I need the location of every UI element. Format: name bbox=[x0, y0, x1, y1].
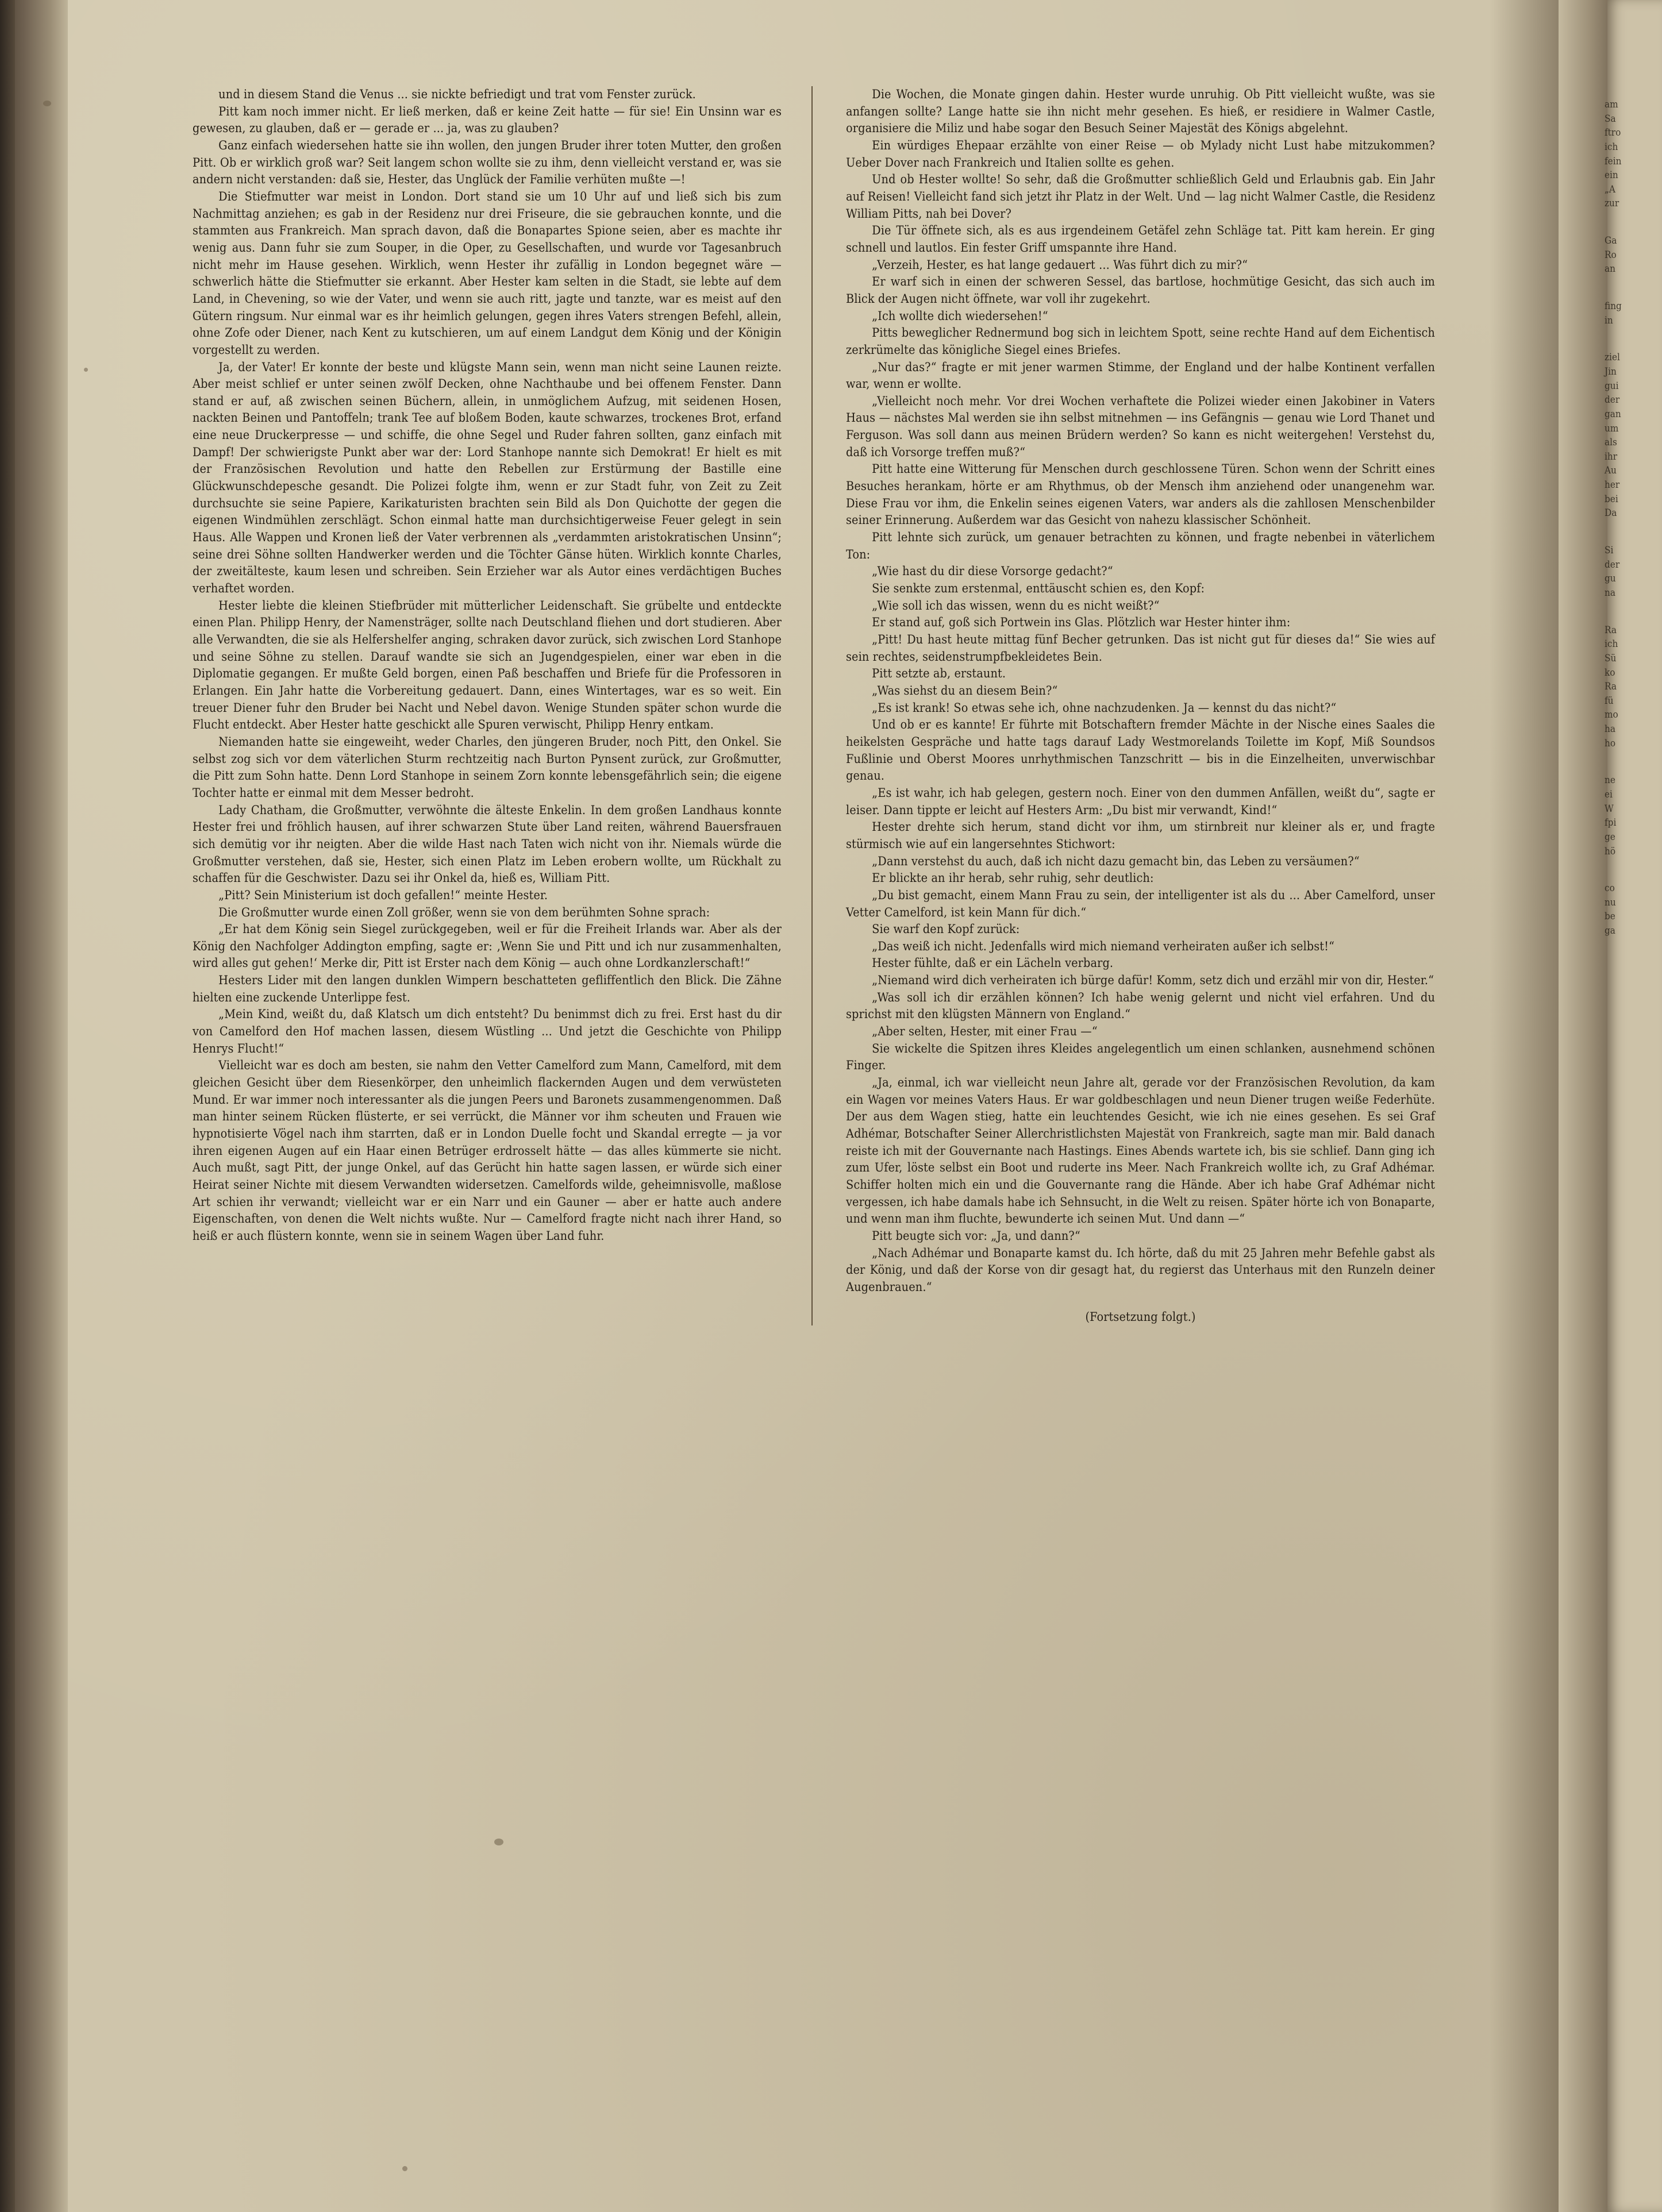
paragraph: „Nur das?“ fragte er mit jener warmen Stimme, der England und der halbe Kontinent verfallen war, wenn er wollte. bbox=[846, 360, 1435, 392]
fragment-line: als bbox=[1605, 437, 1617, 449]
paragraph: Pitts beweglicher Rednermund bog sich in leichtem Spott, seine rechte Hand auf dem Eichentisch zerkrümelte das königliche Siegel eines Briefes. bbox=[846, 326, 1435, 357]
printed-sheet bbox=[69, 0, 1507, 2212]
fragment-block bbox=[1605, 544, 1653, 600]
paragraph: Pitt lehnte sich zurück, um genauer betrachten zu können, und fragte nebenbei in väterlichem Ton: bbox=[846, 530, 1435, 562]
paper-speck bbox=[402, 2166, 407, 2171]
paragraph: Lady Chatham, die Großmutter, verwöhnte die älteste Enkelin. In dem großen Landhaus konnte Hester frei und fröhlich hausen, auf ihrer schwarzen Stute über Land reiten, während Bauersfrauen sich demütig vor ihr neigten. Aber die wilde Hast nach Taten wich nicht von ihr. Niemals würde die Großmutter verstehen, daß sie, Hester, sich einen Platz im Leben erobern wollte, um Rückhalt zu schaffen für die Geschwister. Dazu sei ihr Onkel da, hieß es, William Pitt. bbox=[193, 803, 782, 886]
paper-speck bbox=[84, 368, 88, 372]
paragraph: Ganz einfach wiedersehen hatte sie ihn wollen, den jungen Bruder ihrer toten Mutter, den großen Pitt. Ob er wirklich groß war? Seit langem schon wollte sie zu ihm, denn vielleicht verstand er, was sie andern nicht verstanden: daß sie, Hester, das Unglück der Familie verhüten mußte —! bbox=[193, 138, 782, 187]
fragment-line: Ra bbox=[1605, 624, 1617, 636]
two-column-layout bbox=[193, 86, 1457, 1325]
article-body bbox=[193, 86, 1457, 1325]
fragment-line: ko bbox=[1605, 666, 1615, 679]
next-page-edge bbox=[1607, 0, 1662, 2212]
binding-shadow-left bbox=[0, 0, 15, 2212]
fragment-line: nu bbox=[1605, 896, 1616, 908]
paragraph: Hester fühlte, daß er ein Lächeln verbarg. bbox=[872, 956, 1114, 971]
fragment-line: zur bbox=[1605, 198, 1619, 210]
fragment-block bbox=[1605, 350, 1653, 521]
paragraph: Pitt setzte ab, erstaunt. bbox=[872, 666, 1006, 681]
fragment-line: ftro bbox=[1605, 127, 1621, 139]
paragraph: und in diesem Stand die Venus ... sie nickte befriedigt und trat vom Fenster zurück. bbox=[218, 87, 696, 102]
paragraph: Er stand auf, goß sich Portwein ins Glas. Plötzlich war Hester hinter ihm: bbox=[872, 615, 1291, 630]
fragment-block bbox=[1605, 773, 1653, 858]
fragment-block bbox=[1605, 234, 1653, 276]
paragraph: Pitt hatte eine Witterung für Menschen durch geschlossene Türen. Schon wenn der Schritt eines Besuches herankam, hörte er am Rhythmus, ob der Mensch ihm anziehend oder unangenehm war. Diese Frau vor ihm, die Enkelin seines eigenen Vaters, war anders als die zahllosen Menschenbilder seiner Erinnerung. Außerdem war das Gesicht von nahezu klassischer Schönheit. bbox=[846, 462, 1435, 528]
column-left bbox=[193, 86, 813, 1325]
fragment-line: ne bbox=[1605, 774, 1615, 787]
paragraph: „Das weiß ich nicht. Jedenfalls wird mich niemand verheiraten außer ich selbst!“ bbox=[872, 939, 1335, 954]
paragraph: „Mein Kind, weißt du, daß Klatsch um dich entsteht? Du benimmst dich zu frei. Erst hast du dir von Camelford den Hof machen lassen, diesem Wüstling ... Und jetzt die Geschichte von Philipp Henrys Flucht!“ bbox=[193, 1007, 782, 1056]
fragment-line: hö bbox=[1605, 845, 1616, 857]
fragment-line: ge bbox=[1605, 831, 1615, 843]
fragment-line: mo bbox=[1605, 709, 1618, 721]
fragment-line: ga bbox=[1605, 925, 1615, 937]
fragment-line: der bbox=[1605, 558, 1620, 571]
fragment-line: um bbox=[1605, 422, 1619, 434]
fragment-line: fing bbox=[1605, 300, 1622, 313]
fragment-line: na bbox=[1605, 587, 1615, 599]
paragraph: Die Wochen, die Monate gingen dahin. Hester wurde unruhig. Ob Pitt vielleicht wußte, was sie anfangen sollte? Lange hatte sie ihn nicht mehr gesehen. Es hieß, er residiere in Walmer Castle, organisiere die Miliz und habe sogar den Besuch Seiner Majestät des Königs abgelehnt. bbox=[846, 87, 1435, 136]
paragraph: Niemanden hatte sie eingeweiht, weder Charles, den jüngeren Bruder, noch Pitt, den Onkel. Sie selbst zog sich vor dem väterlichen Sturm rechtzeitig nach Burton Pynsent zurück, zur Großmutter, die Pitt zum Sohn hatte. Denn Lord Stanhope in seinem Zorn konnte lebensgefährlich sein; die eigene Tochter hatte er einmal mit dem Messer bedroht. bbox=[193, 734, 782, 800]
fragment-line: am bbox=[1605, 99, 1618, 110]
fragment-line: Ro bbox=[1605, 249, 1617, 261]
paper-speck bbox=[43, 101, 51, 106]
fragment-line: in bbox=[1605, 314, 1613, 326]
paragraph: „Vielleicht noch mehr. Vor drei Wochen verhaftete die Polizei wieder einen Jakobiner in Vaters Haus — nächstes Mal werden sie ihn selbst mitnehmen — ins Gefängnis — genau wie Lord Thanet und Ferguson. Was soll dann aus meinen Brüdern werden? So kann es nicht weitergehen! Verstehst du, daß ich Vorsorge treffen muß?“ bbox=[846, 394, 1435, 460]
fragment-line: Jin bbox=[1605, 365, 1617, 377]
paragraph: Ja, der Vater! Er konnte der beste und klügste Mann sein, wenn man nicht seine Launen reizte. Aber meist schlief er unter seinen zwölf Decken, ohne Nachthaube und bei offenem Fenster. Dann stand er auf, aß zwischen seinen Büchern, allein, in unmöglichem Aufzug, mit seidenen Hosen, nackten Beinen und Pantoffeln; trank Tee auf bloßem Boden, kaute schwarzes, trockenes Brot, erfand eine neue Druckerpresse — und schiffe, die ohne Segel und Ruder fahren sollten, ganz einfach mit Dampf! Der schwierigste Punkt aber war der: Lord Stanhope nannte sich Demokrat! Er hielt es mit der Französischen Revolution und hatte den Rebellen zur Erstürmung der Bastille eine Glückwunschdepesche gesandt. Die Polizei folgte ihm, wenn er zur Stadt fuhr, von Zeit zu Zeit durchsuchte sie seine Papiere, Karikaturisten brachten sein Bild als Don Quichotte der gegen die eigenen Windmühlen zerschlägt. Schon einmal hatte man durchsichtigerweise Feuer gelegt in sein Haus. Alle Wappen und Kronen ließ der Vater verbrennen als „verdammten aristokratischen Unsinn“; seine drei Söhne sollten Handwerker werden und die Töchter Gänse hüten. Wirklich konnte Charles, der zweitälteste, kaum lesen und schreiben. Sein Erzieher war als Autor eines verdächtigen Buches verhaftet worden. bbox=[193, 360, 782, 596]
paragraph: „Wie hast du dir diese Vorsorge gedacht?“ bbox=[872, 564, 1113, 579]
fragment-line: „A bbox=[1605, 183, 1615, 195]
paragraph: Hester drehte sich herum, stand dicht vor ihm, um stirnbreit nur kleiner als er, und fragte stürmisch wie auf ein langersehntes Stichwort: bbox=[846, 820, 1435, 851]
fragment-line: Da bbox=[1605, 507, 1617, 519]
paragraph: „Er hat dem König sein Siegel zurückgegeben, weil er für die Freiheit Irlands war. Aber als der König den Nachfolger Addington empfing, sagte er: ‚Wenn Sie und Pitt und ich nur zusammenhalten, wird alles gut gehen!‘ Merke dir, Pitt ist Erster nach dem König — auch ohne Lordkanzlerschaft!“ bbox=[193, 922, 782, 971]
fragment-line: co bbox=[1605, 883, 1615, 895]
fragment-block bbox=[1605, 98, 1653, 211]
fragment-line: Ra bbox=[1605, 681, 1617, 693]
paragraph: „Pitt! Du hast heute mittag fünf Becher getrunken. Das ist nicht gut für dieses da!“ Sie wies auf sein rechtes, seidenstrumpfbekleidetes Bein. bbox=[846, 633, 1435, 664]
continuation-note: (Fortsetzung folgt.) bbox=[1085, 1309, 1196, 1324]
fragment-line: fü bbox=[1605, 695, 1614, 707]
fragment-line: gan bbox=[1605, 408, 1621, 420]
paragraph: Er warf sich in einen der schweren Sessel, das bartlose, hochmütige Gesicht, das sich auch im Blick der Augen nicht öffnete, war voll ihr zugekehrt. bbox=[846, 275, 1435, 306]
paragraph: Ein würdiges Ehepaar erzählte von einer Reise — ob Mylady nicht Lust habe mitzukommen? Ueber Dover nach Frankreich und Italien sollte es gehen. bbox=[846, 138, 1435, 170]
fragment-block bbox=[1605, 299, 1653, 327]
fragment-line: ich bbox=[1605, 141, 1618, 153]
fragment-line: ho bbox=[1605, 737, 1616, 749]
paragraph: „Nach Adhémar und Bonaparte kamst du. Ich hörte, daß du mit 25 Jahren mehr Befehle gabst als der König, und daß der Korse von dir gesagt hat, du regierst das Unterhaus mit den Runzeln deiner Augenbrauen.“ bbox=[846, 1246, 1435, 1294]
fragment-line: Au bbox=[1605, 465, 1617, 477]
paragraph: „Dann verstehst du auch, daß ich nicht dazu gemacht bin, das Leben zu versäumen?“ bbox=[872, 854, 1360, 869]
paragraph: „Ich wollte dich wiedersehen!“ bbox=[872, 309, 1048, 323]
paragraph: „Was soll ich dir erzählen können? Ich habe wenig gelernt und nicht viel erfahren. Und du sprichst mit den klügsten Männern von England.“ bbox=[846, 990, 1435, 1022]
fragment-line: an bbox=[1605, 263, 1615, 275]
fragment-line: gui bbox=[1605, 380, 1619, 392]
paragraph: „Pitt? Sein Ministerium ist doch gefallen!“ meinte Hester. bbox=[218, 888, 548, 903]
paragraph: Die Tür öffnete sich, als es aus irgendeinem Getäfel zehn Schläge tat. Pitt kam herein. Er ging schnell und lautlos. Ein fester Griff umspannte ihre Hand. bbox=[846, 223, 1435, 255]
fragment-line: her bbox=[1605, 479, 1620, 491]
fragment-line: bei bbox=[1605, 493, 1618, 505]
paragraph: Und ob Hester wollte! So sehr, daß die Großmutter schließlich Geld und Erlaubnis gab. Ein Jahr auf Reisen! Vielleicht fand sich jetzt ihr Platz in der Welt. Und — lag nicht Walmer Castle, die Residenz William Pitts, nah bei Dover? bbox=[846, 172, 1435, 221]
paragraph: Sie wickelte die Spitzen ihres Kleides angelegentlich um einen schlanken, ausnehmend schönen Finger. bbox=[846, 1041, 1435, 1073]
fragment-line: W bbox=[1605, 803, 1614, 815]
fragment-line: ein bbox=[1605, 169, 1618, 182]
paragraph: „Was siehst du an diesem Bein?“ bbox=[872, 683, 1058, 698]
paragraph: „Ja, einmal, ich war vielleicht neun Jahre alt, gerade vor der Französischen Revolution, da kam ein Wagen vor meines Vaters Haus. Er war goldbeschlagen und neun Diener trugen weiße Federhüte. Der aus dem Wagen stieg, hatte ein leuchtendes Gesicht, wie ich nie eines gesehen. Es sei Graf Adhémar, Botschafter Seiner Allerchristlichsten Majestät von Frankreich, sagte man mir. Bald danach reiste ich mit der Gouvernante nach Hastings. Eines Abends wartete ich, bis sie schlief. Dann ging ich zum Ufer, löste selbst ein Boot und ruderte ins Meer. Nach Frankreich wollte ich, zu Graf Adhémar. Schiffer holten mich ein und die Gouvernante rang die Hände. Aber ich habe Graf Adhémar nicht vergessen, ich habe damals habe ich Sehnsucht, in die Welt zu reisen. Später hörte ich von Bonaparte, und wenn man ihm fluchte, bewunderte ich seinen Mut. Und dann —“ bbox=[846, 1076, 1435, 1227]
paragraph: Vielleicht war es doch am besten, sie nahm den Vetter Camelford zum Mann, Camelford, mit dem gleichen Gesicht über dem Riesenkörper, den unheimlich flackernden Augen und dem verwüsteten Mund. Er war immer noch interessanter als die jungen Peers und Baronets zusammengenommen. Daß man hinter seinem Rücken flüsterte, er sei verrückt, die Männer vor ihm scheuten und Frauen wie hypnotisierte Vögel nach ihm starrten, daß er in London Duelle focht und Skandal erregte — ja vor ihren eigenen Augen auf ein Haar einen Betrüger erdrosselt hätte — das alles kümmerte sie nicht. Auch mußt, sagt Pitt, der junge Onkel, auf das Gerücht hin hatte sagen lassen, er würde sich einer Heirat seiner Nichte mit diesem Verwandten widersetzen. Camelfords wilde, geheimnisvolle, maßlose Art schien ihr verwandt; vielleicht war er ein Narr und ein Gauner — aber er hatte auch andere Eigenschaften, von denen die Welt nichts wußte. Nur — Camelford fragte nicht nach ihrer Hand, so heiß er auch flüstern konnte, wenn sie in seinem Wagen über Land fuhr. bbox=[193, 1058, 782, 1243]
fragment-line: ihr bbox=[1605, 450, 1618, 463]
paragraph: Pitt kam noch immer nicht. Er ließ merken, daß er keine Zeit hatte — für sie! Ein Unsinn war es gewesen, zu glauben, daß er — gerade er ... ja, was zu glauben? bbox=[193, 104, 782, 136]
paragraph: „Aber selten, Hester, mit einer Frau —“ bbox=[872, 1024, 1098, 1039]
paragraph: „Es ist wahr, ich hab gelegen, gestern noch. Einer von den dummen Anfällen, weißt du“, sagte er leiser. Dann tippte er leicht auf Hesters Arm: „Du bist mir verwandt, Kind!“ bbox=[846, 785, 1435, 818]
fragment-line: ha bbox=[1605, 723, 1615, 735]
paragraph: Und ob er es kannte! Er führte mit Botschaftern fremder Mächte in der Nische eines Saales die heikelsten Gespräche und hatte tags darauf Lady Westmorelands Toilette im Kopf, Miß Soundsos Fußlinie und Oberst Moores unrhythmischen Tanzschritt — bis in die Einzelheiten, unverwischbar genau. bbox=[846, 718, 1435, 784]
paragraph: Sie warf den Kopf zurück: bbox=[872, 922, 1020, 937]
paragraph: Pitt beugte sich vor: „Ja, und dann?“ bbox=[872, 1228, 1080, 1243]
paragraph: „Du bist gemacht, einem Mann Frau zu sein, der intelligenter ist als du ... Aber Camelford, unser Vetter Camelford, ist kein Mann für dich.“ bbox=[846, 888, 1435, 920]
next-page-text-fragments bbox=[1605, 98, 1653, 961]
paragraph: Die Stiefmutter war meist in London. Dort stand sie um 10 Uhr auf und ließ sich bis zum Nachmittag anziehen; es gab in der Residenz nur drei Friseure, die sie gebrauchen konnte, und die stammten aus Frankreich. Man sprach davon, daß die Bonapartes Spione seien, aber es machte ihr wenig aus. Dann fuhr sie zum Souper, in die Oper, zu Gesellschaften, und wurde vor Tagesanbruch nicht mehr im Hause gesehen. Wirklich, wenn Hester ihr zufällig in London begegnet wäre — schwerlich hätte die Stiefmutter sie erkannt. Aber Hester kam selten in die Stadt, sie lebte auf dem Land, in Chevening, so wie der Vater, und wenn sie auch ritt, jagte und tanzte, war es meist auf den Gütern ringsum. Nur einmal war es ihr heimlich gelungen, gegen ihres Vaters strengen Befehl, allein, ohne Zofe oder Diener, nach Kent zu kutschieren, um auf einem Landgut dem König und der Königin vorgestellt zu werden. bbox=[193, 189, 782, 357]
fragment-line: Sü bbox=[1605, 652, 1617, 664]
fragment-line: fpi bbox=[1605, 817, 1617, 829]
fragment-line: ich bbox=[1605, 638, 1618, 650]
paragraph: Er blickte an ihr herab, sehr ruhig, sehr deutlich: bbox=[872, 871, 1154, 886]
column-right bbox=[813, 86, 1435, 1325]
paragraph: Hester liebte die kleinen Stiefbrüder mit mütterlicher Leidenschaft. Sie grübelte und entdeckte einen Plan. Philipp Henry, der Namensträger, sollte nach Deutschland fliehen und dort studieren. Aber alle Verwandten, die sie als Helfershelfer anging, schraken davor zurück, sich zwischen Lord Stanhope und seine Söhne zu stellen. Darauf wandte sie sich an Jugendgespielen, einer war eben in die Diplomatie gegangen. Er mußte Geld borgen, einen Paß beschaffen und Briefe für die Professoren in Erlangen. Ein Jahr hatte die Vorbereitung gedauert. Dann, eines Wintertages, war es so weit. Ein treuer Diener fuhr den Bruder bei Nacht und Nebel davon. Wenige Stunden später schon wurde die Flucht entdeckt. Aber Hester hatte geschickt alle Spuren verwischt, Philipp Henry entkam. bbox=[193, 598, 782, 733]
fragment-line: der bbox=[1605, 394, 1620, 406]
fragment-line: Si bbox=[1605, 545, 1614, 557]
fragment-line: fein bbox=[1605, 155, 1622, 167]
fragment-line: Ga bbox=[1605, 235, 1617, 247]
fragment-line: ziel bbox=[1605, 352, 1620, 364]
fragment-block bbox=[1605, 623, 1653, 751]
fragment-line: be bbox=[1605, 911, 1615, 923]
fragment-line: gu bbox=[1605, 573, 1616, 585]
fragment-line: ei bbox=[1605, 788, 1613, 800]
paragraph: „Verzeih, Hester, es hat lange gedauert ... Was führt dich zu mir?“ bbox=[872, 257, 1248, 272]
paragraph: „Es ist krank! So etwas sehe ich, ohne nachzudenken. Ja — kennst du das nicht?“ bbox=[872, 700, 1337, 715]
page-curl-shadow bbox=[1490, 0, 1559, 2212]
paragraph: Die Großmutter wurde einen Zoll größer, wenn sie von dem berühmten Sohne sprach: bbox=[218, 905, 710, 920]
fragment-line: Sa bbox=[1605, 113, 1616, 125]
paper-speck bbox=[494, 1839, 503, 1845]
paragraph: „Wie soll ich das wissen, wenn du es nicht weißt?“ bbox=[872, 598, 1160, 613]
paragraph: Hesters Lider mit den langen dunklen Wimpern beschatteten gefliffentlich den Blick. Die Zähne hielten eine zuckende Unterlippe fest. bbox=[193, 973, 782, 1005]
fragment-block bbox=[1605, 881, 1653, 938]
paragraph: Sie senkte zum erstenmal, enttäuscht schien es, den Kopf: bbox=[872, 581, 1205, 596]
paragraph: „Niemand wird dich verheiraten ich bürge dafür! Komm, setz dich und erzähl mir von dir, Hester.“ bbox=[872, 973, 1434, 988]
